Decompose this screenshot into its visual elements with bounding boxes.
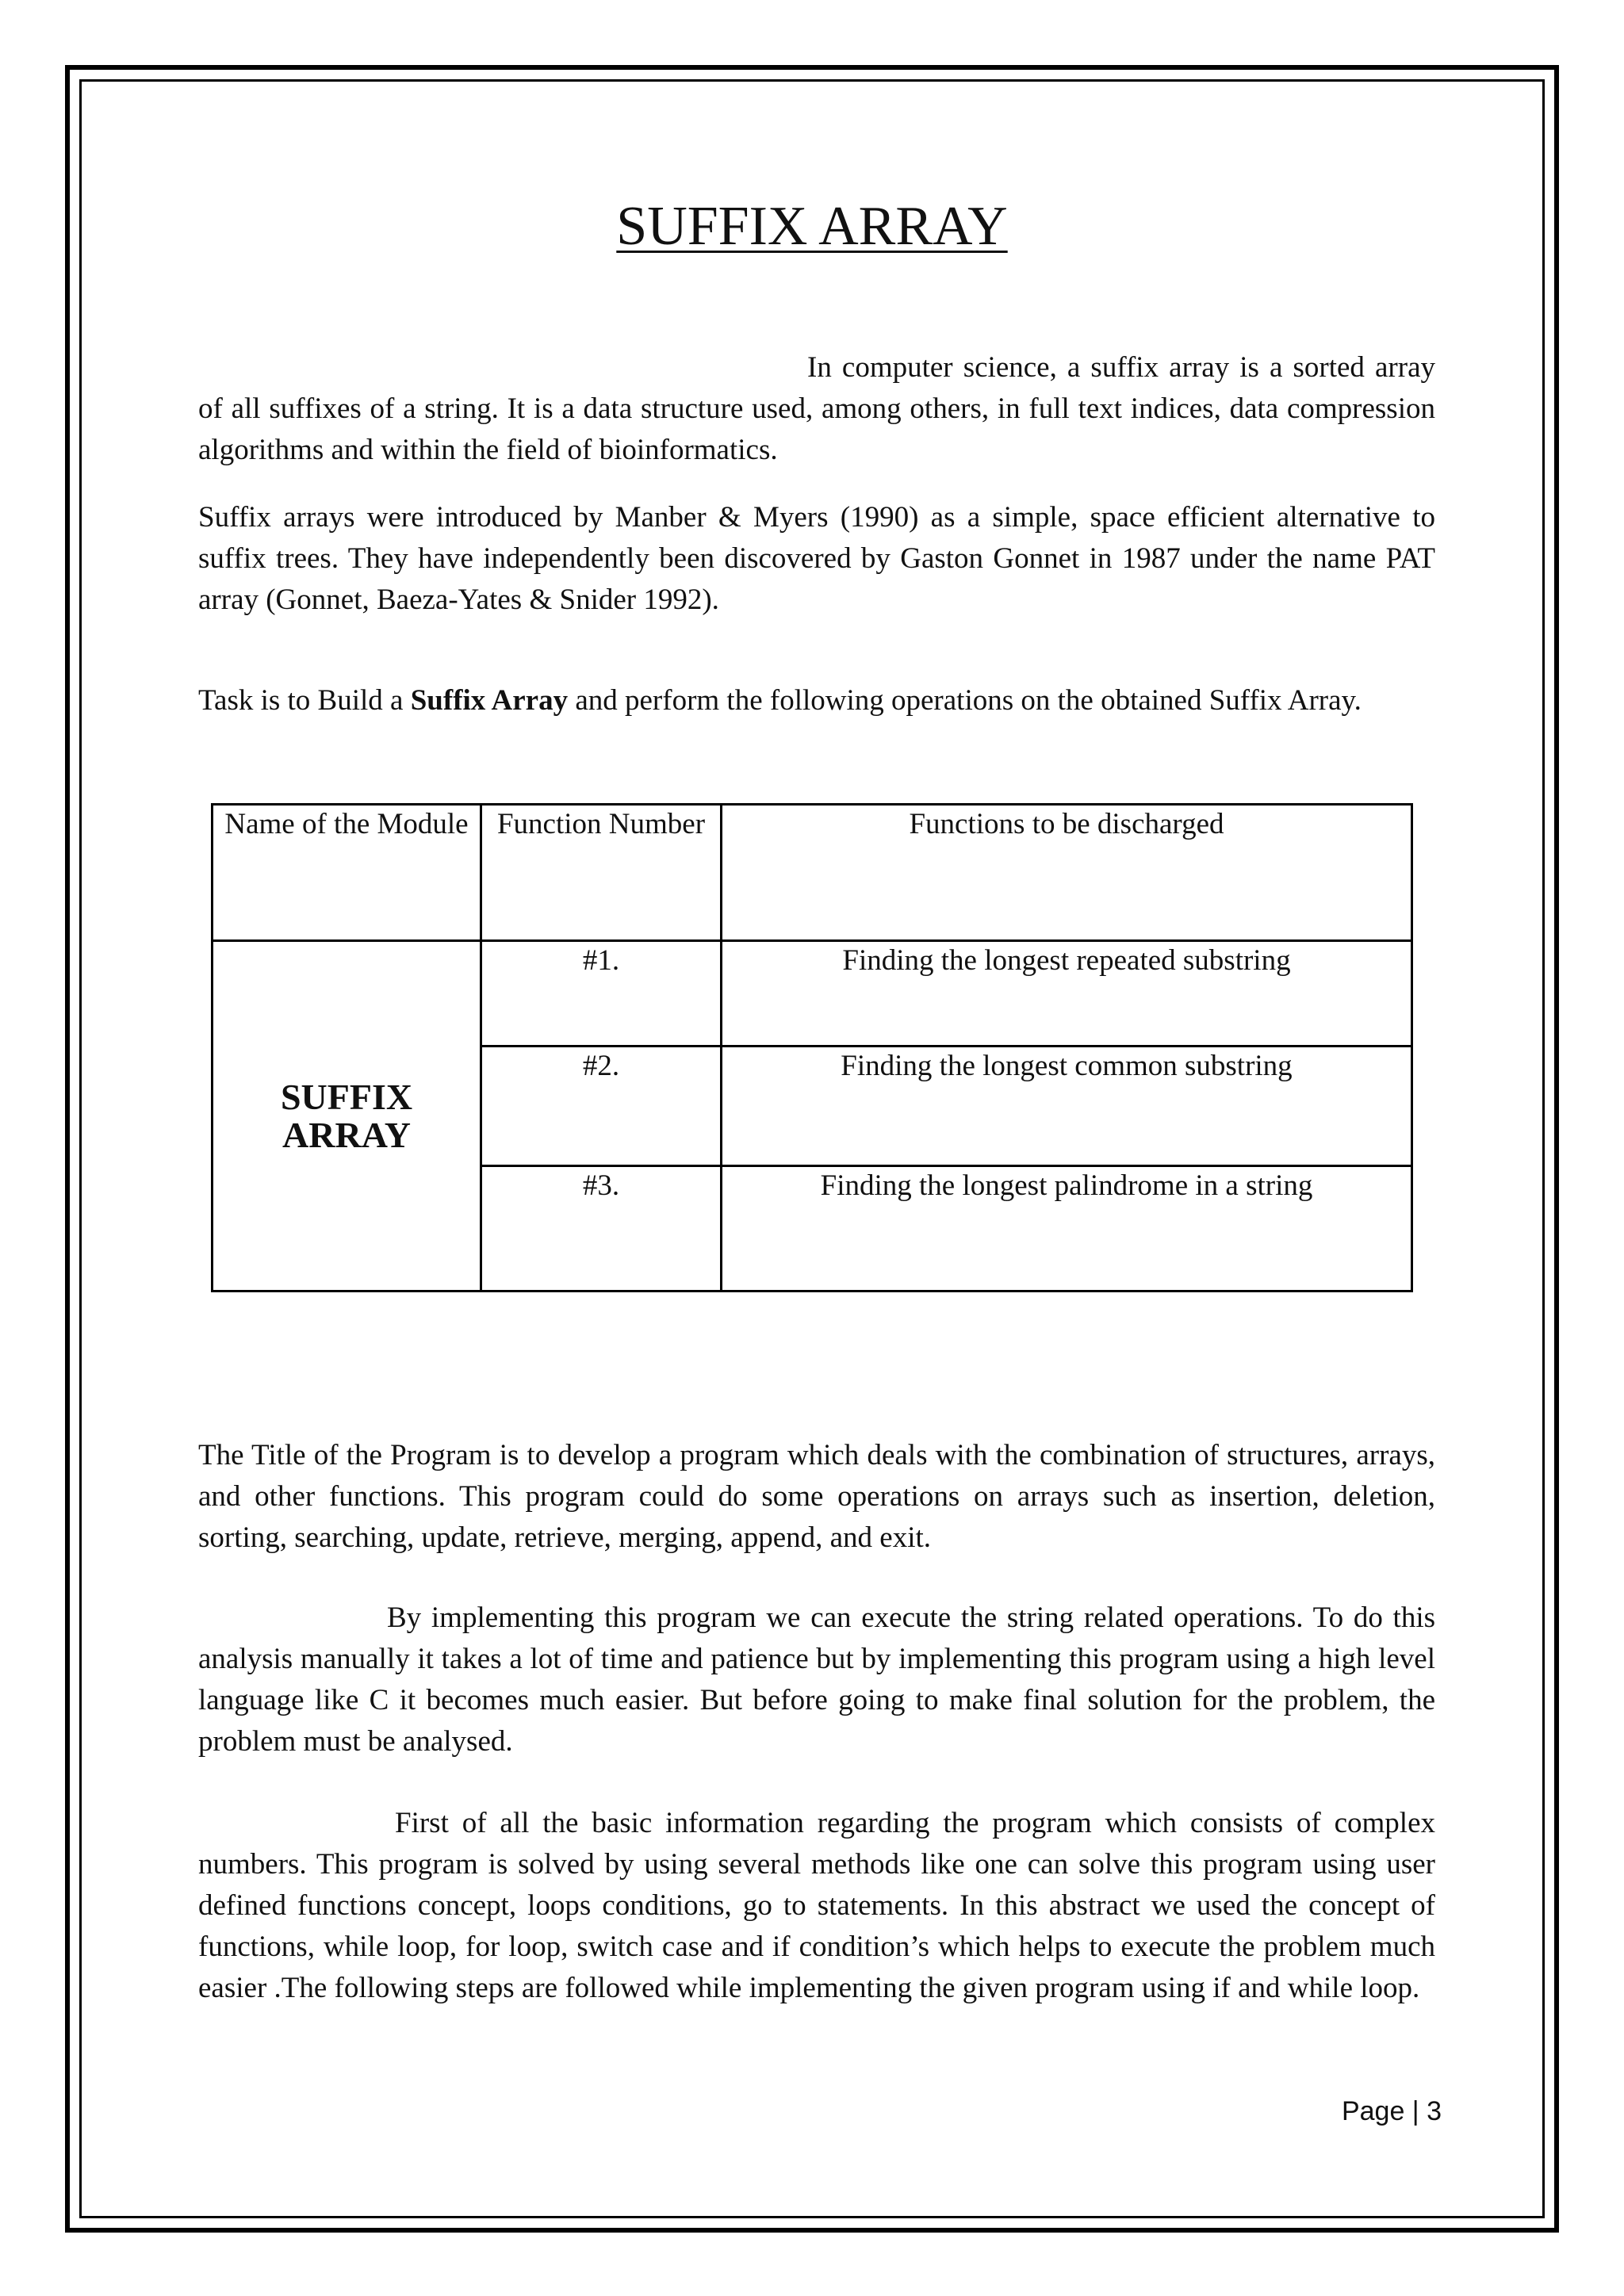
history-block: [198, 497, 1435, 621]
paragraph-task: [198, 680, 1435, 721]
function-cell: Finding the longest palindrome in a string: [722, 1166, 1412, 1292]
paragraph-implementation: By implementing this program we can execute the string related operations. To do this analysis manually it takes a lot of time and patience but by implementing this program using a high level language like C it becomes much easier. But before going to make final solution for the problem, the problem must be analysed.: [198, 1601, 1435, 1758]
paragraph-definition: In computer science, a suffix array is a sorted array of all suffixes of a string. It is a data structure used, among others, in full text indices, data compression algorithms and within the field of bioinformatics.: [198, 351, 1435, 466]
task-text-after: and perform the following operations on the obtained Suffix Array.: [568, 684, 1362, 717]
function-number-cell: #1.: [481, 941, 722, 1047]
page-title: [0, 195, 1624, 258]
task-block: [198, 680, 1435, 721]
intro-block: [198, 347, 1435, 471]
module-name-cell: SUFFIX ARRAY: [213, 941, 481, 1292]
page-title-text: SUFFIX ARRAY: [616, 196, 1008, 257]
table-row: [213, 941, 1412, 1047]
implementation-block: [198, 1598, 1435, 1762]
function-number-cell: #3.: [481, 1166, 722, 1292]
paragraph-program-title: The Title of the Program is to develop a program which deals with the combination of structures, arrays, and other functions. This program could do some operations on arrays such as insertion, deletion, sorting, searching, update, retrieve, merging, append, and exit.: [198, 1439, 1435, 1554]
paragraph-history: Suffix arrays were introduced by Manber & Myers (1990) as a simple, space efficient alternative to suffix trees. They have independently been discovered by Gaston Gonnet in 1987 under the name PAT array (Gonnet, Baeza-Yates & Snider 1992).: [198, 501, 1435, 616]
function-cell: Finding the longest common substring: [722, 1047, 1412, 1166]
page-number: Page | 3: [1341, 2096, 1442, 2126]
header-functions: Functions to be discharged: [722, 805, 1412, 941]
methods-block: [198, 1803, 1435, 2009]
task-text-before: Task is to Build a: [198, 684, 411, 717]
function-cell: Finding the longest repeated substring: [722, 941, 1412, 1047]
table-header-row: [213, 805, 1412, 941]
module-table: [211, 803, 1413, 1292]
task-text-bold: Suffix Array: [410, 684, 569, 717]
paragraph-methods: First of all the basic information regarding the program which consists of complex numbers. This program is solved by using several methods like one can solve this program using user defined functions concept, loops conditions, go to statements. In this abstract we used the concept of functions, while loop, for loop, switch case and if condition’s which helps to execute the problem much easier .The following steps are followed while implementing the given program using if and while loop.: [198, 1807, 1435, 2004]
header-module-name: Name of the Module: [213, 805, 481, 941]
function-number-cell: #2.: [481, 1047, 722, 1166]
header-function-number: Function Number: [481, 805, 722, 941]
program-title-block: [198, 1435, 1435, 1559]
